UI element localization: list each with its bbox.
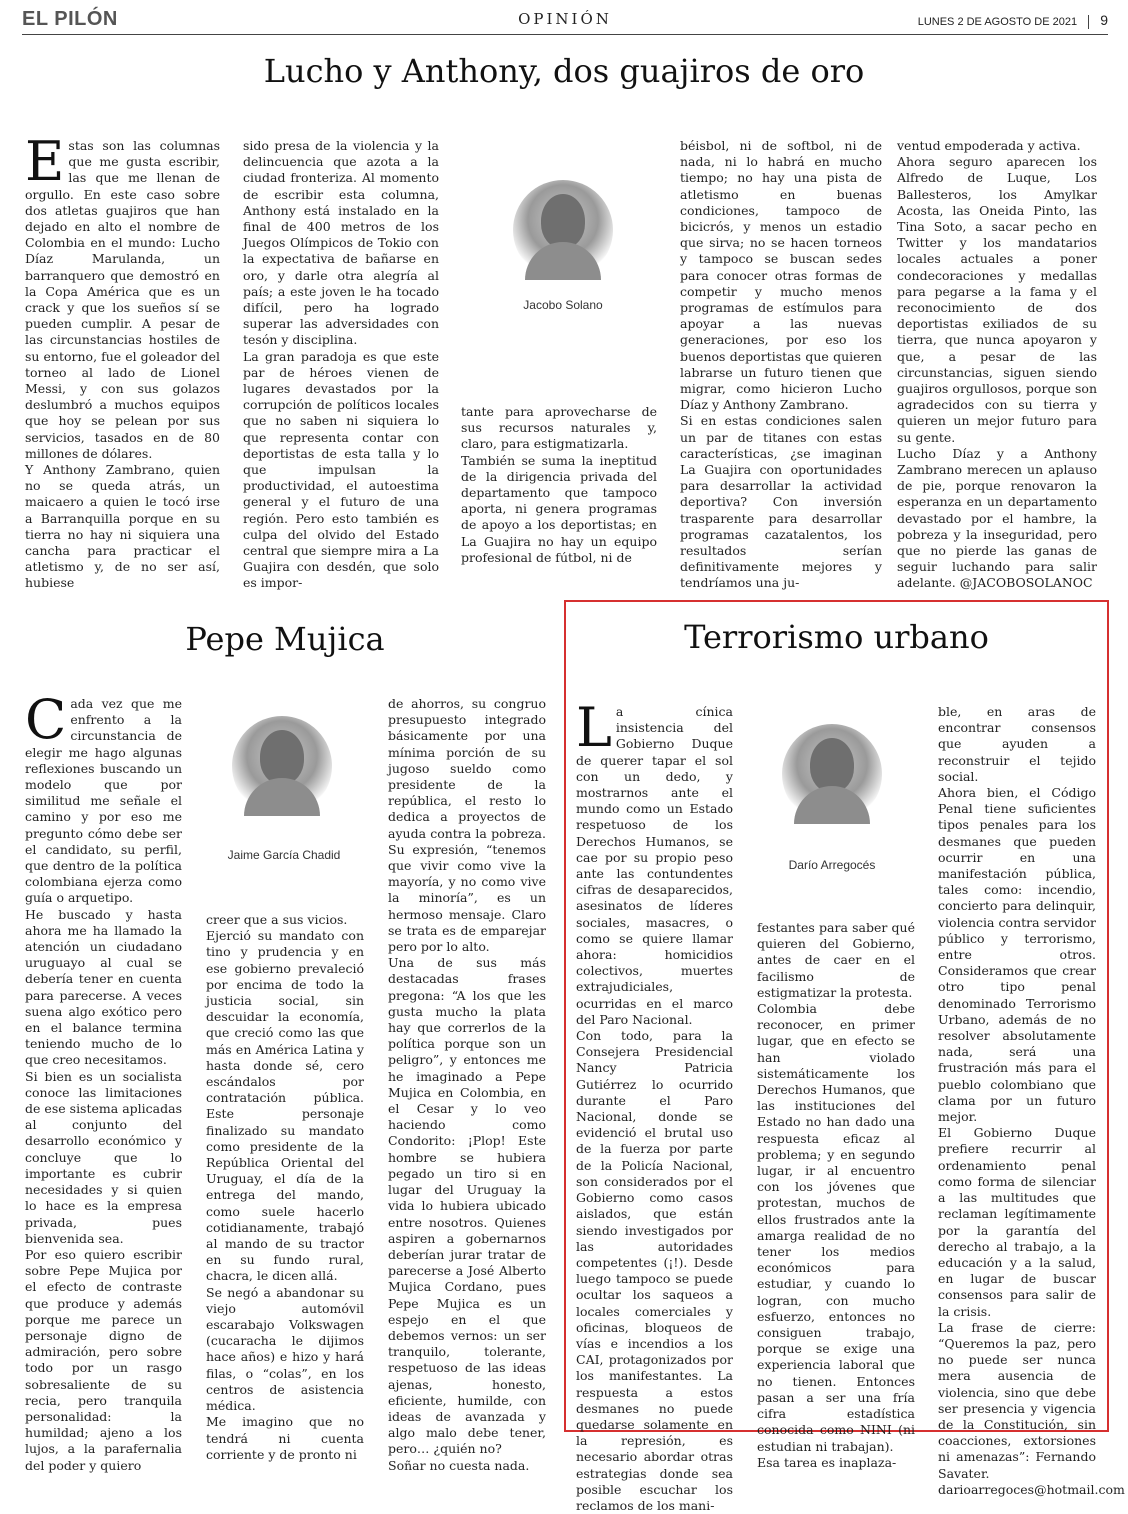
article1-column-3: tante para aprovecharse de sus recursos naturales y, claro, para estigmatizarla. También se suma la ineptitud de la dirigencia privada del departamento que tampoco aporta, ni genera programas de apoyo a los deportistas; en La Guajira no hay un equipo profesional de fútbol, ni de: [461, 404, 657, 565]
article1-author-caption: Jacobo Solano: [523, 298, 603, 312]
article1-dropcap: E: [25, 130, 65, 193]
article1-column-5: ventud empoderada y activa. Ahora seguro aparecen los Alfredo de Luque, Los Ballesteros, los Amylkar Acosta, las Oneida Pinto, las Tina Soto, a sacar pecho en Twitter y los mandatarios locales actuales a poner condecoraciones y medallas para pegarse a la fama y el reconocimiento de dos deportistas exiliados de su tierra, que nunca apoyaron y que, a pesar de las circunstancias, siguen siendo guajiros orgullosos, porque son agradecidos con su tierra y quieren un mejor futuro para su gente. Lucho Díaz y a Anthony Zambrano merecen un aplauso de pie, porque renovaron la esperanza en un departamento devastado por el hambre, la pobreza y la inseguridad, pero que no pierde las ganas de seguir luchando para salir adelante. @JACOBOSOLANOC: [897, 138, 1097, 591]
article2-col1-text: ada vez que me enfrento a la circunstancia de elegir me hago algunas reflexiones buscando un modelo que por similitud me señale el camino y por eso me pregunto cómo debe ser el candidato, su perfil, que dentro de la política colombiana ejerza como guía o arquetipo. He buscado y hasta ahora me ha llamado la atención un ciudadano uruguayo al cual se debería tener en cuenta para parecerse. A veces suena algo exótico pero en el balance termina teniendo mucho de lo que creo necesitamos. Si bien es un socialista conoce las limitaciones de ese sistema aplicadas al conjunto del desarrollo económico y concluye que lo importante es cubrir necesidades y si quien lo hace es la empresa privada, pues bienvenida sea. Por eso quiero escribir sobre Pepe Mujica por el efecto de contraste que produce y además porque me parece un personaje digno de admiración, pero sobre todo por un rasgo sobresaliente de su recia, pero tranquila personalidad: la humildad; ajeno a los lujos, a la parafernalia del poder y quiero: [25, 696, 182, 1473]
article3-column-3: ble, en aras de encontrar consensos que ayuden a reconstruir el tejido social. Ahora bien, el Código Penal tiene suficientes tipos penales para los desmanes que pueden ocurrir en una manifestación pública, tales como: incendio, concierto para delinquir, violencia contra servidor público y terrorismo, entre otros. Consideramos que crear otro tipo penal denominado Terrorismo Urbano, además de no resolver absolutamente nada, será una frustración más para el pueblo colombiano que clama por un futuro mejor. El Gobierno Duque prefiere recurrir al ordenamiento penal como forma de silenciar a las multitudes que reclaman legítimamente por la garantía del derecho al trabajo, a la educación y a la salud, en lugar de buscar consensos para salir de la crisis. La frase de cierre: “Queremos la paz, pero no puede ser nunca mera ausencia de violencia, sino que debe ser presencia y vigencia de la Constitución, sin coacciones, extorsiones ni amenazas”: Fernando Savater. darioarregoces@hotmail.com: [938, 704, 1125, 1497]
page-header: [22, 8, 1108, 35]
author-photo-jacobo-solano: [513, 180, 613, 280]
article2-column-1: [25, 688, 182, 1473]
article1-column-2: sido presa de la violencia y la delincuencia que azota a la ciudad fronteriza. Al momento de escribir esta columna, Anthony está instalado en la final de 400 metros de los Juegos Olímpicos de Tokio con la expectativa de bañarse en oro, y darle otra alegría al país; a este joven le ha tocado difícil, pero ha logrado superar las adversidades con tesón y disciplina. La gran paradoja es que este par de héroes vienen de lugares devastados por la corrupción de políticos locales que no saben ni siquiera lo que representa contar con deportistas de esta talla y lo que impulsan la productividad, el autoestima general y el futuro de una región. Pero esto también es culpa del olvido del Estado central que siempre mira a La Guajira con desdén, que solo es impor-: [243, 138, 439, 591]
article1-col1-text: stas son las columnas que me gusta escribir, las que me llenan de orgullo. En este caso sobre dos atletas guajiros que han dejado en alto el nombre de Colombia en el mundo: Lucho Díaz Marulanda, un barranquero que demostró en la Copa América que es un crack y que los sueños sí se pueden cumplir. A pesar de las circunstancias hostiles de su entorno, fue el goleador del torneo al lado de Lionel Messi, y con sus golazos deslumbró a muchos equipos que hoy se pelean por sus servicios, tasados en de 80 millones de dólares. Y Anthony Zambrano, quien no se queda atrás, un maicaero a quien le tocó irse a Barranquilla porque en su tierra no hay ni siquiera una cancha para practicar el atletismo y, de no ser así, hubiese: [25, 138, 220, 591]
page-number: 9: [1100, 12, 1108, 28]
author-photo-jaime-garcia-chadid: [232, 716, 332, 816]
header-divider: [1088, 15, 1089, 29]
article1-column-1: [25, 130, 220, 591]
newspaper-logo: EL PILÓN: [22, 8, 118, 30]
section-name: OPINIÓN: [518, 10, 612, 28]
article3-column-2: festantes para saber qué quieren del Gobierno, antes de caer en el facilismo de estigmatizar la protesta. Colombia debe reconocer, en primer lugar, que en efecto se han violado sistemáticamente los Derechos Humanos, que las instituciones del Estado no han dado una respuesta eficaz al problema; y en segundo lugar, ir al encuentro con los jóvenes que protestan, muchos de ellos frustrados ante la amarga realidad de no tener los medios económicos para estudiar, y cuando lo logran, con mucho esfuerzo, entonces no consiguen trabajo, porque se exige una experiencia laboral que no tienen. Entonces pasan a ser una fría cifra estadística conocida como NINI (ni estudian ni trabajan). Esa tarea es inaplaza-: [757, 920, 915, 1470]
article3-col1-text: a cínica insistencia del Gobierno Duque de querer tapar el sol con un dedo, y mostrarnos ante el mundo como un Estado respetuoso de los Derechos Humanos, se cae por su propio peso ante las contundentes cifras de desaparecidos, asesinatos de líderes sociales, masacres, o como se quiere llamar ahora: homicidios colectivos, muertes extrajudiciales, ocurridas en el marco del Paro Nacional. Con todo, para la Consejera Presidencial Nancy Patricia Gutiérrez lo ocurrido durante el Paro Nacional, donde se evidenció el brutal uso de la fuerza por parte de la Policía Nacional, son considerados por el Gobierno como casos aislados, que están siendo investigados por las autoridades competentes (¡!). Desde luego tampoco se puede ocultar los saqueos a locales comerciales y oficinas, bloqueos de vías e incendios a los CAI, protagonizados por los manifestantes. La respuesta a estos desmanes no puede quedarse solamente en la represión, es necesario abordar otras estrategias donde sea posible escuchar los reclamos de los mani-: [576, 704, 733, 1513]
article1-column-4: béisbol, ni de softbol, ni de nada, ni lo habrá en mucho tiempo; no hay una pista de atletismo en buenas condiciones, tampoco de bicicrós, y menos un estadio que sirva; no se hacen torneos y tampoco se buscan sedes para conocer otras formas de competir y mucho menos programas de estímulos para apoyar a las nuevas generaciones, por eso los buenos deportistas que quieren labrarse un futuro tienen que migrar, como hicieron Lucho Díaz y Anthony Zambrano. Si en estas condiciones salen un par de titanes con estas características, ¿se imaginan La Guajira con oportunidades para desarrollar la actividad deportiva? Con inversión trasparente para desarrollar programas cazatalentos, los resultados serían definitivamente mejores y tendríamos una ju-: [680, 138, 882, 591]
article3-title: Terrorismo urbano: [684, 618, 989, 656]
article2-column-2: creer que a sus vicios. Ejerció su mandato con tino y prudencia y en ese gobierno prevaleció por encima de todo la justicia social, sin descuidar la economía, que creció como las que más en América Latina y hasta donde sé, cero escándalos por contratación pública. Este personaje finalizado su mandato como presidente de la República Oriental del Uruguay, el día de la entrega del mando, como suele hacerlo cotidianamente, trabajó al mando de su tractor en su fundo rural, chacra, le dicen allá. Se negó a abandonar su viejo automóvil escarabajo Volkswagen (cucaracha le dijimos hace años) e hizo y hará filas, o “colas”, en los centros de asistencia médica. Me imagino que no tendrá ni cuenta corriente y de pronto ni: [206, 912, 364, 1462]
article1-title: Lucho y Anthony, dos guajiros de oro: [263, 52, 865, 90]
article3-author-caption: Darío Arregocés: [788, 858, 876, 872]
article2-dropcap: C: [25, 688, 67, 751]
author-photo-dario-arregoces: [782, 724, 882, 824]
article2-author-caption: Jaime García Chadid: [227, 848, 341, 862]
issue-date: LUNES 2 DE AGOSTO DE 2021: [917, 16, 1078, 28]
article2-column-3: de ahorros, su congruo presupuesto integrado básicamente por una mínima porción de su jugoso sueldo como presidente de la república, el resto lo dedica a proyectos de ayuda contra la pobreza. Su expresión, “tenemos que vivir como vive la mayoría, y no como vive la minoría”, es un hermoso mensaje. Claro se trata es de emparejar pero por lo alto. Una de sus más destacadas frases pregona: “A los que les gusta mucho la plata hay que correrlos de la política porque son un peligro”, y entonces me he imaginado a Pepe Mujica en Colombia, en el Cesar y lo veo haciendo como Condorito: ¡Plop! Este hombre se hubiera pegado un tiro si en lugar del Uruguay la vida lo hubiera ubicado entre nosotros. Quienes aspiren a gobernarnos deberían jurar tratar de parecerse a José Alberto Mujica Cordano, pues Pepe Mujica es un espejo en el que debemos vernos: un ser tranquilo, tolerante, respetuoso de las ideas ajenas, honesto, eficiente, humilde, con ideas de avanzada y algo malo debe tener, pero… ¿quién no? Soñar no cuesta nada.: [388, 696, 546, 1473]
article2-title: Pepe Mujica: [185, 620, 385, 658]
issue-date-and-page: [918, 12, 1108, 29]
article3-dropcap: L: [576, 696, 612, 759]
article3-column-1: [576, 696, 733, 1513]
